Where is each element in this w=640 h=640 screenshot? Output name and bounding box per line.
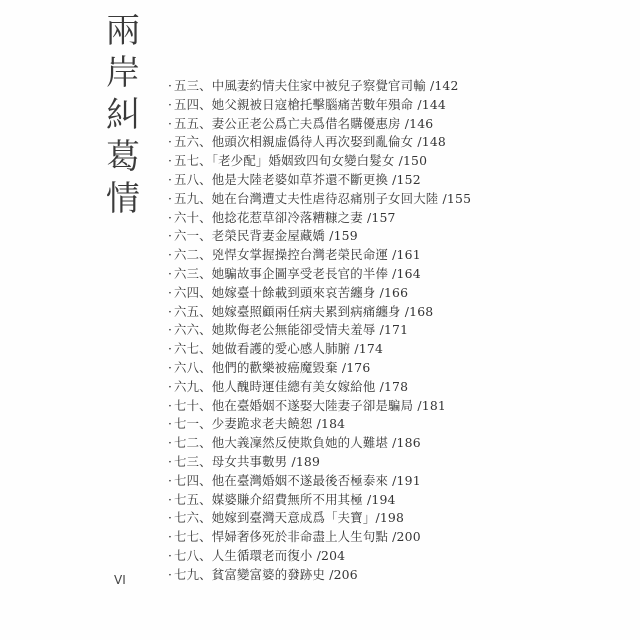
toc-entry-text: 五三、中風妻約情夫住家中被兒子察覺官司輸 /142	[174, 78, 459, 93]
toc-entry: · 七二、他大義凜然反使欺負她的人難堪 /186	[168, 435, 421, 451]
toc-entry-text: 五四、她父親被日寇槍托擊腦痛苦數年殞命 /144	[174, 96, 446, 112]
toc-entry: · 六五、她嫁臺照顧兩任病夫累到病痛纏身 /168	[168, 303, 434, 319]
toc-entry-text: 六四、她嫁臺十餘載到頭來哀苦纏身 /166	[174, 284, 409, 300]
toc-entry: · 五六、他頭次相親虛僞待人再次娶到亂倫女 /148	[168, 134, 446, 150]
toc-entry-text: 六五、她嫁臺照顧兩任病夫累到病痛纏身 /168	[174, 303, 434, 319]
toc-entry: · 七五、媒婆賺介紹費無所不用其極 /194	[168, 491, 396, 507]
toc-entry: · 六九、他人醜時運佳總有美女嫁給他 /178	[168, 378, 409, 394]
toc-entry-text: 六十、他捻花惹草卻冷落糟糠之妻 /157	[174, 209, 396, 225]
toc-entry: · 七九、貧富變富婆的發跡史 /206	[168, 566, 358, 582]
book-title-char: 糾	[106, 95, 140, 135]
toc-entry: · 七七、悍婦奢侈死於非命盡上人生句點 /200	[168, 529, 421, 545]
toc-entry: · 六四、她嫁臺十餘載到頭來哀苦纏身 /166	[168, 284, 409, 300]
toc-entry: · 五五、妻公正老公爲亡夫爲借名購優惠房 /146	[168, 115, 434, 131]
table-of-contents	[168, 77, 628, 585]
toc-entry: · 六二、兇悍女掌握操控台灣老榮民命運 /161	[168, 247, 421, 263]
toc-entry-text: 七七、悍婦奢侈死於非命盡上人生句點 /200	[174, 529, 421, 545]
book-title-char: 兩	[106, 11, 140, 51]
toc-entry-text: 七六、她嫁到臺灣天意成爲「夫寶」/198	[174, 510, 405, 526]
toc-entry: · 六六、她欺侮老公無能卻受情夫羞辱 /171	[168, 322, 409, 338]
toc-entry-text: 六九、他人醜時運佳總有美女嫁給他 /178	[174, 378, 409, 394]
toc-entry: · 七三、母女共事數男 /189	[168, 453, 321, 469]
toc-entry-text: 六三、她騙故事企圖享受老長官的半俸 /164	[174, 265, 421, 281]
toc-entry: · 六一、老榮民背妻金屋藏嬌 /159	[168, 228, 358, 244]
toc-entry-text: 六七、她做看護的愛心感人肺腑 /174	[174, 341, 384, 357]
toc-entry-text: 七十、他在臺婚姻不遂娶大陸妻子卻是騙局 /181	[174, 397, 446, 413]
toc-entry: · 七十、他在臺婚姻不遂娶大陸妻子卻是騙局 /181	[168, 397, 446, 413]
book-title-char: 情	[106, 179, 140, 219]
toc-entry: · 五三、中風妻約情夫住家中被兒子察覺官司輸 /142	[168, 78, 459, 93]
toc-entry: · 七八、人生循環老而復小 /204	[168, 547, 346, 563]
toc-entry: · 六七、她做看護的愛心感人肺腑 /174	[168, 341, 384, 357]
toc-entry-text: 六八、他們的歡樂被癌魔毀棄 /176	[174, 359, 371, 375]
toc-entry: · 六三、她騙故事企圖享受老長官的半俸 /164	[168, 265, 421, 281]
toc-entry-text: 五七、「老少配」婚姻致四旬女變白髮女 /150	[174, 153, 428, 169]
toc-entry: · 五八、他是大陸老婆如草芥還不斷更換 /152	[168, 171, 421, 187]
toc-entry-text: 六六、她欺侮老公無能卻受情夫羞辱 /171	[174, 322, 409, 338]
toc-entry: · 五七、「老少配」婚姻致四旬女變白髮女 /150	[168, 153, 428, 169]
book-title-vertical	[103, 10, 143, 220]
toc-entry: · 五四、她父親被日寇槍托擊腦痛苦數年殞命 /144	[168, 96, 446, 112]
toc-entry: · 六八、他們的歡樂被癌魔毀棄 /176	[168, 359, 371, 375]
book-title-char: 岸	[106, 53, 140, 93]
toc-entry-text: 七九、貧富變富婆的發跡史 /206	[174, 566, 358, 582]
book-title-char: 葛	[106, 137, 140, 177]
toc-entry-text: 五九、她在台灣遭丈夫性虐待忍痛別子女回大陸 /155	[174, 190, 472, 206]
toc-entry: · 六十、他捻花惹草卻冷落糟糠之妻 /157	[168, 209, 396, 225]
toc-entry-text: 六二、兇悍女掌握操控台灣老榮民命運 /161	[174, 247, 421, 263]
toc-entry-text: 五五、妻公正老公爲亡夫爲借名購優惠房 /146	[174, 115, 434, 131]
toc-entry-text: 七三、母女共事數男 /189	[174, 453, 321, 469]
toc-entry: · 七六、她嫁到臺灣天意成爲「夫寶」/198	[168, 510, 405, 526]
toc-entry-text: 七八、人生循環老而復小 /204	[174, 547, 346, 563]
toc-entry-text: 六一、老榮民背妻金屋藏嬌 /159	[174, 228, 358, 244]
toc-entry-text: 七一、少妻跪求老夫饒恕 /184	[174, 416, 346, 432]
toc-entry: · 七四、他在臺灣婚姻不遂最後否極泰來 /191	[168, 472, 421, 488]
toc-entry-text: 五八、他是大陸老婆如草芥還不斷更換 /152	[174, 171, 421, 187]
toc-entry-text: 七二、他大義凜然反使欺負她的人難堪 /186	[174, 435, 421, 451]
page-number: VI	[114, 573, 126, 587]
toc-entry-text: 七四、他在臺灣婚姻不遂最後否極泰來 /191	[174, 472, 421, 488]
toc-entry-text: 七五、媒婆賺介紹費無所不用其極 /194	[174, 491, 396, 507]
toc-entry: · 五九、她在台灣遭丈夫性虐待忍痛別子女回大陸 /155	[168, 190, 472, 206]
toc-entry-text: 五六、他頭次相親虛僞待人再次娶到亂倫女 /148	[174, 134, 446, 150]
toc-entry: · 七一、少妻跪求老夫饒恕 /184	[168, 416, 346, 432]
